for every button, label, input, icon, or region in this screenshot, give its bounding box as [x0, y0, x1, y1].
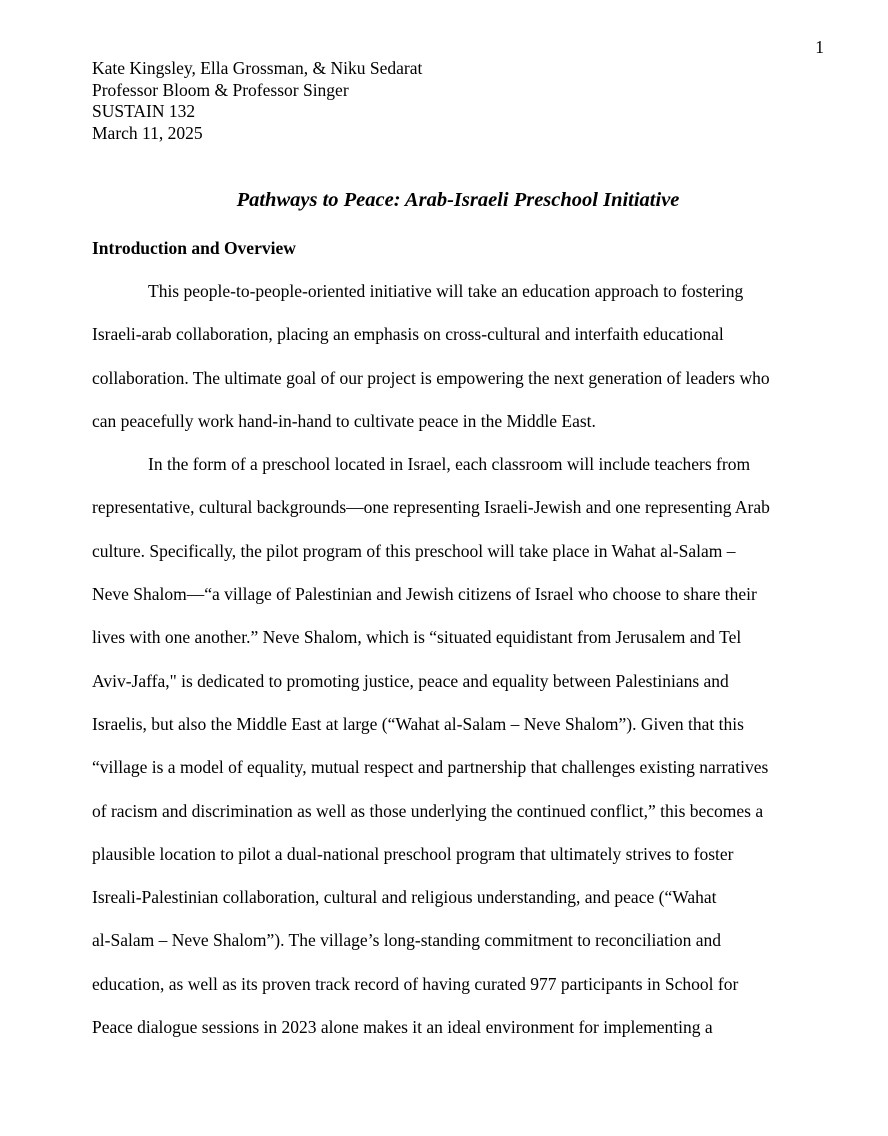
page-number: 1 — [815, 37, 824, 57]
paragraph-line: Isreali-Palestinian collaboration, cultural and religious understanding, and peace (“Wahat — [92, 887, 717, 908]
document-date: March 11, 2025 — [92, 122, 203, 143]
paragraph-line: collaboration. The ultimate goal of our project is empowering the next generation of leaders who — [92, 367, 770, 388]
paragraph-line: This people-to-people-oriented initiative will take an education approach to fostering — [148, 281, 744, 301]
paragraph-line: In the form of a preschool located in Israel, each classroom will include teachers from — [148, 454, 751, 475]
paragraph-line: Israeli-arab collaboration, placing an emphasis on cross-cultural and interfaith educational — [92, 324, 724, 345]
paragraph-line: lives with one another.” Neve Shalom, which is “situated equidistant from Jerusalem and Tel — [92, 627, 742, 648]
paragraph-line: Neve Shalom—“a village of Palestinian and Jewish citizens of Israel who choose to share their — [92, 584, 757, 605]
paragraph-line: al-Salam – Neve Shalom”). The village’s long-standing commitment to reconciliation and — [92, 930, 722, 951]
paragraph-line: “village is a model of equality, mutual respect and partnership that challenges existing narratives — [92, 757, 769, 778]
professor-names: Professor Bloom & Professor Singer — [92, 79, 349, 100]
section-heading: Introduction and Overview — [92, 238, 296, 258]
paragraph-line: representative, cultural backgrounds—one representing Israeli-Jewish and one representing Arab — [92, 497, 770, 518]
paragraph-line: culture. Specifically, the pilot program of this preschool will take place in Wahat al-Salam – — [92, 540, 736, 561]
paragraph-line: Aviv-Jaffa," is dedicated to promoting justice, peace and equality between Palestinians and — [92, 670, 729, 691]
course-name: SUSTAIN 132 — [92, 101, 196, 122]
body-text — [92, 279, 832, 1058]
document-header — [92, 58, 422, 144]
paragraph-line: Peace dialogue sessions in 2023 alone makes it an ideal environment for implementing a — [92, 1017, 713, 1038]
author-names: Kate Kingsley, Ella Grossman, & Niku Sedarat — [92, 58, 423, 78]
paragraph-line: plausible location to pilot a dual-national preschool program that ultimately strives to foster — [92, 843, 734, 864]
paragraph-line: Israelis, but also the Middle East at large (“Wahat al-Salam – Neve Shalom”). Given that this — [92, 713, 744, 734]
paragraph-line: can peacefully work hand-in-hand to cultivate peace in the Middle East. — [92, 410, 596, 431]
document-title: Pathways to Peace: Arab-Israeli Preschool Initiative — [236, 189, 680, 211]
paragraph-line: education, as well as its proven track record of having curated 977 participants in School for — [92, 973, 739, 994]
paragraph-line: of racism and discrimination as well as those underlying the continued conflict,” this becomes a — [92, 800, 764, 821]
